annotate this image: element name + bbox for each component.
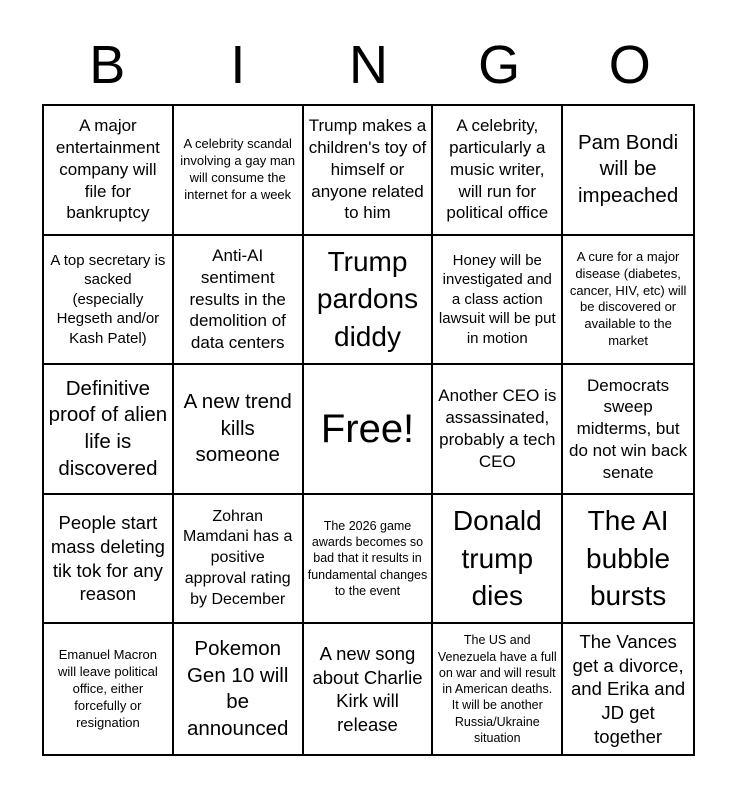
- bingo-cell-r2c1[interactable]: A top secretary is sacked (especially Hegseth and/or Kash Patel): [44, 236, 174, 366]
- bingo-cell-r5c4[interactable]: The US and Venezuela have a full on war and will result in American deaths. It will be another Russia/Ukraine situation: [433, 624, 563, 754]
- bingo-cell-r3c4[interactable]: Another CEO is assassinated, probably a tech CEO: [433, 365, 563, 495]
- bingo-cell-r3c5[interactable]: Democrats sweep midterms, but do not win back senate: [563, 365, 693, 495]
- free-space-cell[interactable]: Free!: [304, 365, 434, 495]
- bingo-cell-r5c3[interactable]: A new song about Charlie Kirk will release: [304, 624, 434, 754]
- bingo-cell-r4c1[interactable]: People start mass deleting tik tok for any reason: [44, 495, 174, 625]
- bingo-letter-g: G: [478, 35, 521, 95]
- bingo-letter-b: B: [89, 35, 126, 95]
- bingo-cell-r1c5[interactable]: Pam Bondi will be impeached: [563, 106, 693, 236]
- bingo-cell-r4c2[interactable]: Zohran Mamdani has a positive approval rating by December: [174, 495, 304, 625]
- bingo-cell-r1c1[interactable]: A major entertainment company will file for bankruptcy: [44, 106, 174, 236]
- bingo-cell-r1c2[interactable]: A celebrity scandal involving a gay man will consume the internet for a week: [174, 106, 304, 236]
- bingo-cell-r5c1[interactable]: Emanuel Macron will leave political office, either forcefully or resignation: [44, 624, 174, 754]
- bingo-grid: [42, 104, 695, 756]
- bingo-cell-r1c3[interactable]: Trump makes a children's toy of himself or anyone related to him: [304, 106, 434, 236]
- bingo-letter-n: N: [348, 35, 388, 95]
- bingo-cell-r5c5[interactable]: The Vances get a divorce, and Erika and JD get together: [571, 631, 686, 747]
- bingo-cell-r2c2[interactable]: Anti-AI sentiment results in the demolition of data centers: [174, 236, 304, 366]
- bingo-cell-r2c5[interactable]: A cure for a major disease (diabetes, cancer, HIV, etc) will be discovered or available to the market: [563, 236, 693, 366]
- bingo-cell-r4c3[interactable]: The 2026 game awards becomes so bad that it results in fundamental changes to the event: [304, 495, 434, 625]
- bingo-title: [42, 36, 695, 94]
- bingo-letter-i: I: [230, 35, 246, 95]
- bingo-cell-r1c4[interactable]: A celebrity, particularly a music writer, will run for political office: [433, 106, 563, 236]
- bingo-cell-r3c2[interactable]: A new trend kills someone: [174, 365, 304, 495]
- bingo-letter-o: O: [608, 35, 651, 95]
- bingo-cell-r4c5[interactable]: The AI bubble bursts: [563, 495, 693, 625]
- bingo-cell-r2c4[interactable]: Honey will be investigated and a class action lawsuit will be put in motion: [433, 236, 563, 366]
- bingo-cell-r3c1[interactable]: Definitive proof of alien life is discovered: [44, 365, 174, 495]
- bingo-cell-r4c4[interactable]: Donald trump dies: [433, 495, 563, 625]
- bingo-cell-r2c3[interactable]: Trump pardons diddy: [304, 236, 434, 366]
- bingo-cell-r5c2[interactable]: Pokemon Gen 10 will be announced: [174, 624, 304, 754]
